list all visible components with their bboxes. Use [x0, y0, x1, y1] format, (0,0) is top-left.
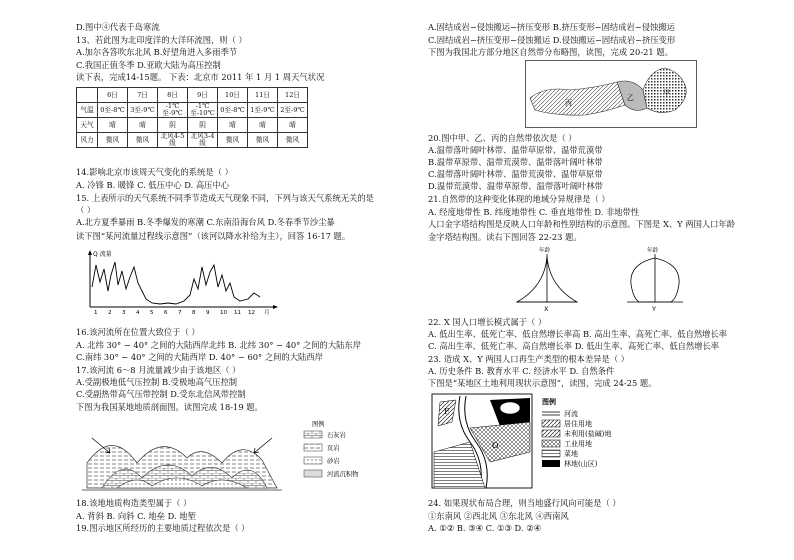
- q21-options: A. 经度地带性 B. 纬度地带性 C. 垂直地带性 D. 非地带性: [428, 207, 640, 217]
- q16-options-ab: A. 北纬 30° − 40° 之间的大陆西岸北纬 B. 北纬 30° − 40° 之间的大陆东岸: [76, 340, 362, 350]
- legend-saline: 未利用(盐碱)地: [564, 430, 612, 438]
- table-cell: 1至-9℃: [248, 103, 278, 118]
- tick-label: 7: [178, 310, 182, 316]
- table-cell: 7日: [128, 88, 158, 103]
- pyramid-label-y: Y: [652, 305, 656, 313]
- chart-axis-label: Q 流量: [93, 251, 112, 258]
- q20-option-b: B.温带草原带、温带荒漠带、温带落叶阔叶林带: [428, 157, 603, 167]
- table-cell: 10日: [218, 88, 248, 103]
- table-intro: 读下表，完成14-15题。 下表：北京市 2011 年 1 月 1 周天气状况: [76, 72, 325, 82]
- table-cell: 晴: [278, 118, 308, 133]
- q15-options: A.北方夏季暴雨 B.冬季爆发的寒潮 C.东南沿海台风 D.冬春季节沙尘暴: [76, 217, 335, 227]
- table-cell: 晴: [218, 118, 248, 133]
- q18-stem: 18.该地地质构造类型属于（ ）: [76, 498, 192, 508]
- map-intro: 下图为我国北方部分地区自然带分布略图，读图，完成 20-21 题。: [428, 47, 673, 57]
- natural-zone-map: [525, 60, 697, 128]
- table-cell: 微风: [98, 133, 128, 148]
- table-cell: 微风: [278, 133, 308, 148]
- tick-label: 12: [248, 310, 255, 316]
- zone-label-b: 乙: [627, 94, 634, 102]
- q20-stem: 20.图中甲、乙、丙的自然带依次是（ ）: [428, 133, 577, 143]
- table-cell: 北风4-5级: [158, 133, 188, 148]
- pyramid-y: [627, 246, 683, 313]
- landuse-intro: 下图是“某地区土地利用现状示意图”，读图，完成 24-25 题。: [428, 378, 657, 388]
- table-cell: 风力: [77, 133, 98, 148]
- mark-o: O: [492, 441, 499, 450]
- legend-residential: 居住用地: [564, 420, 592, 428]
- q24-options: A. ①② B. ③④ C. ①③ D. ②④: [428, 523, 542, 533]
- q19-stem: 19.图示地区所经历的主要地质过程依次是（ ）: [76, 523, 250, 533]
- q13-options-cd: C.我国正值冬季 D.亚欧大陆为高压控制: [76, 60, 221, 70]
- q18-options: A. 背斜 B. 向斜 C. 地垒 D. 地堑: [76, 511, 196, 521]
- table-cell: 晴: [98, 118, 128, 133]
- table-cell: 微风: [128, 133, 158, 148]
- tick-label: 8: [192, 310, 196, 316]
- q20-option-a: A.温带落叶阔叶林带、温带草原带、温带荒漠带: [428, 145, 603, 155]
- tick-label: 月: [264, 310, 270, 316]
- q14-options: A. 冷锋 B. 暖锋 C. 低压中心 D. 高压中心: [76, 180, 230, 190]
- table-cell: 晴: [248, 118, 278, 133]
- table-row: [77, 103, 308, 118]
- table-cell: -1℃至-9℃: [158, 103, 188, 118]
- q16-stem: 16.该河流所在位置大致位于（ ）: [76, 327, 200, 337]
- tick-label: 10: [220, 310, 227, 316]
- table-cell: 6日: [98, 88, 128, 103]
- limestone-swatch: [304, 431, 322, 438]
- q17-options-cd: C.受副热带高气压带控制 D.受东北信风带控制: [76, 389, 246, 399]
- q17-stem: 17.该河流 6～8 月流量减少由于该地区（ ）: [76, 365, 241, 375]
- q19-options-cd: C.固结成岩−挤压变形−侵蚀搬运 D.侵蚀搬运−固结成岩−挤压变形: [428, 35, 676, 45]
- q13-stem: 13、若此图为北印度洋的大洋环流图，则（ ）: [76, 35, 247, 45]
- table-cell: 阴: [158, 118, 188, 133]
- tick-label: 5: [150, 310, 154, 316]
- q12-option-d: D.图中④代表千岛寒流: [76, 22, 160, 32]
- geology-legend: [304, 419, 359, 478]
- table-cell: 8日: [158, 88, 188, 103]
- table-cell: 0至-8℃: [218, 103, 248, 118]
- zone-label-a: 丙: [565, 99, 572, 107]
- q17-options-ab: A.受副极地低气压控制 B.受极地高气压控制: [76, 377, 238, 387]
- pyramid-intro: 人口金字塔结构图是反映人口年龄和性别结构的示意图。下图是 X、Y 两国人口年龄: [428, 219, 736, 229]
- tick-label: 6: [164, 310, 168, 316]
- table-cell: 2至-9℃: [278, 103, 308, 118]
- legend-limestone: 石灰岩: [327, 432, 346, 439]
- table-row: [77, 118, 308, 133]
- table-cell: 北风3-4级: [188, 133, 218, 148]
- q20-option-c: C.温带落叶阔叶林带、温带荒漠带、温带草原带: [428, 169, 603, 179]
- table-cell: 0至-8℃: [98, 103, 128, 118]
- legend-title: 图例: [312, 421, 325, 428]
- q14-stem: 14.影响北京市该周天气变化的系统是（ ）: [76, 167, 233, 177]
- table-cell: 气温: [77, 103, 98, 118]
- q15-stem-bracket: （ ）: [76, 205, 96, 215]
- month-ticks: [94, 308, 270, 316]
- legend-sediment: 河流沉积物: [327, 471, 359, 478]
- table-cell: 微风: [248, 133, 278, 148]
- legend-vegetable: 菜地: [564, 450, 578, 458]
- land-use-map: [430, 392, 660, 492]
- q23-stem: 23. 造成 X、Y 两国人口再生产类型的根本差异是（ ）: [428, 354, 630, 364]
- mark-f: F: [444, 407, 450, 416]
- tick-label: 1: [94, 310, 98, 316]
- q19-options-ab: A.固结成岩−侵蚀搬运−挤压变形 B.挤压变形−固结成岩−侵蚀搬运: [428, 22, 675, 32]
- q16-options-cd: C.南纬 30° − 40° 之间的大陆西岸 D. 40° − 60° 之间的大陆西岸: [76, 352, 323, 362]
- landuse-legend: [542, 397, 611, 468]
- q21-stem: 21.自然带的这种变化体现的地域分异规律是（ ）: [428, 194, 610, 204]
- table-cell: 12日: [278, 88, 308, 103]
- tick-label: 11: [234, 310, 241, 316]
- population-pyramids: [505, 244, 710, 314]
- sandstone-swatch: [304, 457, 322, 464]
- pyramid-x: [517, 246, 577, 313]
- age-label-x: 年龄: [539, 248, 551, 254]
- q22-options-cd: C. 高出生率、低死亡率、高自然增长率 D. 低出生率、高死亡率、低自然增长率: [428, 341, 720, 351]
- sediment-swatch: [304, 470, 322, 477]
- table-cell: 微风: [218, 133, 248, 148]
- q22-stem: 22. X 国人口增长模式属于（ ）: [428, 317, 547, 327]
- folded-strata: [82, 446, 282, 491]
- legend-river: 河流: [564, 410, 578, 418]
- table-cell: 9日: [188, 88, 218, 103]
- q23-options: A. 历史条件 B. 教育水平 C. 经济水平 D. 自然条件: [428, 366, 615, 376]
- table-cell: 天气: [77, 118, 98, 133]
- legend-title: 图例: [542, 398, 556, 406]
- tick-label: 2: [108, 310, 112, 316]
- table-row: [77, 88, 308, 103]
- legend-forest: 林地(山区): [564, 460, 598, 468]
- table-cell: 11日: [248, 88, 278, 103]
- table-cell: 3至-9℃: [128, 103, 158, 118]
- q24-directions: ①东南风 ②西北风 ③东北风 ④西南风: [428, 511, 569, 521]
- river-discharge-chart: [80, 247, 285, 317]
- tick-label: 3: [122, 310, 126, 316]
- tick-label: 9: [206, 310, 210, 316]
- weather-table: [76, 87, 308, 148]
- age-label-y: 年龄: [647, 248, 659, 254]
- table-cell: [77, 88, 98, 103]
- q20-option-d: D.温带荒漠带、温带草原带、温带落叶阔叶林带: [428, 181, 603, 191]
- legend-sandstone: 砂岩: [327, 458, 340, 465]
- table-row: [77, 133, 308, 148]
- table-cell: -1℃至-10℃: [188, 103, 218, 118]
- q22-options-ab: A. 低出生率、低死亡率、低自然增长率高 B. 高出生率、高死亡率、低自然增长率: [428, 329, 728, 339]
- table-cell: 晴: [128, 118, 158, 133]
- legend-industrial: 工业用地: [564, 440, 592, 448]
- tick-label: 4: [136, 310, 140, 316]
- q24-stem: 24. 如果现状布局合理，则当地盛行风向可能是（ ）: [428, 498, 621, 508]
- geology-section-figure: [82, 418, 382, 494]
- legend-shale: 页岩: [327, 445, 340, 452]
- geology-intro: 下图为我国某地地质剖面图。读图完成 18-19 题。: [76, 402, 263, 412]
- river-intro: 读下图“某河流量过程线示意图”（该河以降水补给为主），回答 16-17 题。: [76, 231, 351, 241]
- q15-stem: 15. 上表所示的天气系统不同季节造成天气现象不同，下列与该天气系统无关的是: [76, 193, 374, 203]
- table-cell: 阴: [188, 118, 218, 133]
- pyramid-intro-2: 金字塔结构图。读右下图回答 22-23 题。: [428, 232, 582, 242]
- pyramid-label-x: X: [544, 305, 549, 313]
- shale-swatch: [304, 444, 322, 451]
- zone-label-c: 甲: [663, 89, 670, 97]
- q13-options-ab: A.加尔各答吹东北风 B.好望角进入多雨季节: [76, 47, 238, 57]
